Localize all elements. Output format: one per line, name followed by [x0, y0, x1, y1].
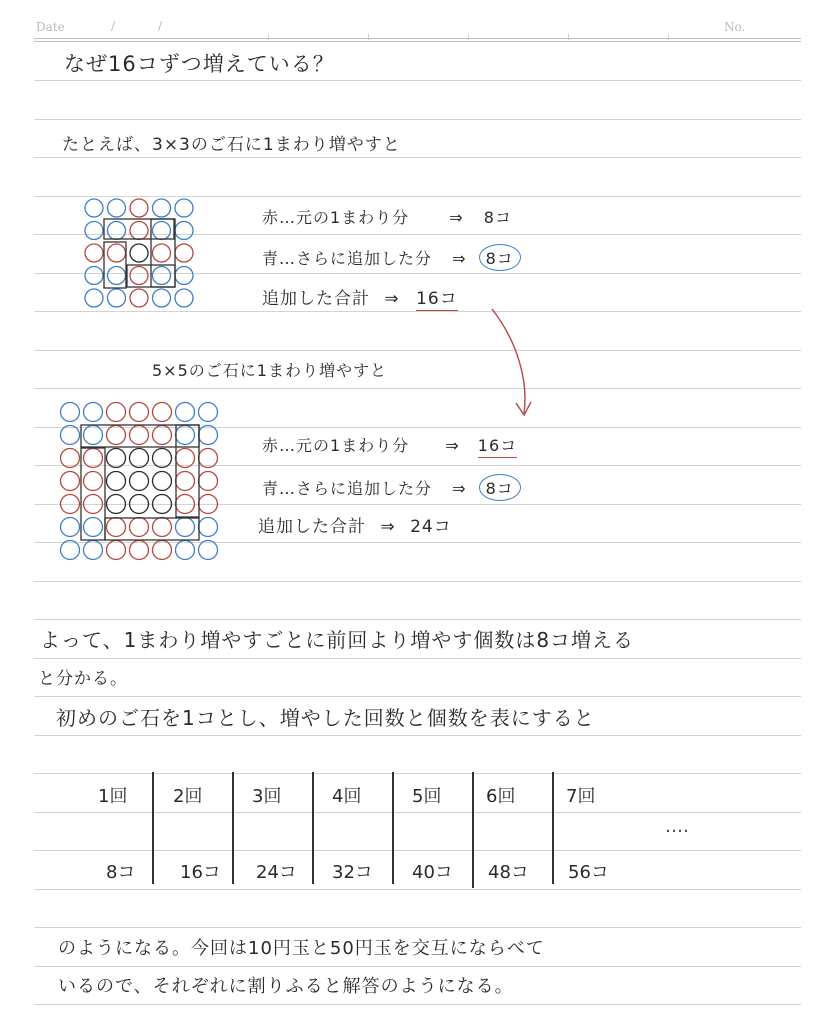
table-value-cell: 8コ	[106, 862, 136, 883]
ruled-line	[34, 850, 801, 851]
ruled-line	[34, 889, 801, 890]
ruled-line	[34, 696, 801, 697]
black-stone	[153, 472, 172, 491]
red-count-value: 8コ	[483, 208, 512, 227]
date-label: Date	[36, 20, 65, 34]
blue-count-value: 8コ	[479, 474, 521, 501]
blue-stone	[153, 199, 171, 217]
table-value-cell: 32コ	[332, 862, 373, 883]
blue-stone	[175, 267, 193, 285]
red-stone	[85, 244, 103, 262]
total-count-line	[262, 284, 458, 311]
grouping-box	[151, 219, 175, 287]
table-divider	[472, 772, 474, 888]
closing-line-2: いるので、それぞれに割りふると解答のようになる。	[58, 976, 514, 997]
black-stone	[130, 495, 149, 514]
blue-stone	[84, 426, 103, 445]
arrow: ⇒	[452, 249, 467, 268]
red-stone	[61, 449, 80, 468]
blue-stone	[153, 267, 171, 285]
red-stone	[107, 426, 126, 445]
blue-stone	[175, 222, 193, 240]
blue-stone	[108, 267, 126, 285]
date-slash: /	[111, 19, 116, 33]
ruled-line	[34, 80, 801, 81]
intro-5x5-text: 5×5のご石に1まわり増やすと	[152, 361, 387, 380]
table-header-cell: 4回	[332, 786, 362, 807]
ruled-line	[34, 157, 801, 158]
table-divider	[152, 772, 154, 884]
conclusion-line-2: と分かる。	[38, 669, 128, 689]
red-stone	[176, 449, 195, 468]
header-tick	[568, 34, 569, 40]
table-divider	[392, 772, 394, 884]
ruled-line	[34, 581, 801, 582]
red-stone	[153, 403, 172, 422]
page-title: なぜ16コずつ増えている？	[64, 52, 335, 76]
header-tick	[668, 34, 669, 40]
red-stone	[176, 472, 195, 491]
red-stone	[84, 495, 103, 514]
black-stone	[107, 495, 126, 514]
blue-stone	[61, 426, 80, 445]
ruled-line	[34, 388, 801, 389]
arrow: ⇒	[384, 289, 400, 309]
blue-stone	[176, 403, 195, 422]
black-stone	[153, 449, 172, 468]
table-value-cell: 16コ	[180, 862, 221, 883]
red-stone	[175, 244, 193, 262]
conclusion-line-3: 初めのご石を1コとし、増やした回数と個数を表にすると	[56, 706, 595, 730]
stone-diagram-5x5	[60, 402, 222, 560]
red-stone	[153, 244, 171, 262]
intro-text: たとえば、3×3のご石に1まわり増やすと	[62, 135, 401, 155]
red-stone	[84, 449, 103, 468]
total-count-label: 追加した合計	[258, 517, 366, 537]
table-header-cell: 1回	[98, 786, 128, 807]
table-header-cell: 2回	[173, 786, 203, 807]
closing-line-1: のようになる。今回は10円玉と50円玉を交互にならべて	[58, 938, 545, 959]
red-stone	[176, 495, 195, 514]
red-stone	[199, 472, 218, 491]
red-stone	[130, 267, 148, 285]
black-stone	[107, 449, 126, 468]
red-stone	[61, 495, 80, 514]
red-stone	[130, 426, 149, 445]
header-tick	[368, 34, 369, 40]
red-stone	[107, 403, 126, 422]
header-line	[34, 41, 801, 42]
black-stone	[130, 244, 148, 262]
red-stone	[130, 222, 148, 240]
ruled-line	[34, 350, 801, 351]
blue-stone	[108, 222, 126, 240]
blue-stone	[108, 199, 126, 217]
blue-stone	[199, 403, 218, 422]
red-stone	[199, 495, 218, 514]
red-stone	[153, 541, 172, 560]
ruled-line	[34, 966, 801, 967]
red-stone	[130, 289, 148, 307]
table-divider	[232, 772, 234, 884]
table-value-cell: 24コ	[256, 862, 297, 883]
red-count-line	[262, 433, 517, 458]
blue-stone	[85, 199, 103, 217]
header-tick	[268, 34, 269, 40]
blue-stone	[85, 267, 103, 285]
table-header-cell: 7回	[566, 786, 596, 807]
red-count-value: 16コ	[478, 433, 517, 458]
table-value-cell: 40コ	[412, 862, 453, 883]
table-value-cell: 56コ	[568, 862, 609, 883]
blue-stone	[199, 518, 218, 537]
black-stone	[130, 449, 149, 468]
red-count-label: 赤…元の1まわり分	[262, 436, 410, 455]
red-stone	[61, 472, 80, 491]
total-count-line	[258, 512, 452, 537]
stone-diagram-3x3	[84, 198, 204, 310]
header-line	[34, 38, 801, 39]
blue-count-label: 青…さらに追加した分	[262, 249, 433, 268]
ruled-line	[34, 735, 801, 736]
arrow: ⇒	[380, 517, 396, 537]
red-stone	[107, 518, 126, 537]
black-stone	[153, 495, 172, 514]
blue-stone	[84, 403, 103, 422]
red-stone	[153, 426, 172, 445]
blue-stone	[175, 199, 193, 217]
red-count-label: 赤…元の1まわり分	[262, 208, 410, 227]
table-header-cell: 5回	[412, 786, 442, 807]
blue-stone	[61, 541, 80, 560]
red-stone	[130, 541, 149, 560]
blue-stone	[175, 289, 193, 307]
table-header-cell: 6回	[486, 786, 516, 807]
red-stone	[130, 403, 149, 422]
grouping-box	[176, 425, 199, 517]
ruled-line	[34, 196, 801, 197]
blue-stone	[61, 518, 80, 537]
page-number-label: No.	[724, 20, 746, 34]
arrow: ⇒	[445, 436, 460, 455]
red-stone	[153, 518, 172, 537]
total-count-label: 追加した合計	[262, 289, 370, 309]
blue-stone	[85, 222, 103, 240]
table-header-cell: 3回	[252, 786, 282, 807]
blue-count-value: 8コ	[479, 244, 521, 271]
blue-count-line	[262, 244, 521, 271]
conclusion-line-1: よって、1まわり増やすごとに前回より増やす個数は8コ増える	[40, 628, 635, 652]
arrow: ⇒	[452, 479, 467, 498]
arrow: ⇒	[449, 208, 464, 227]
total-count-value: 16コ	[416, 284, 458, 311]
red-stone	[130, 518, 149, 537]
ruled-line	[34, 658, 801, 659]
ruled-line	[34, 311, 801, 312]
blue-stone	[84, 541, 103, 560]
blue-stone	[176, 426, 195, 445]
red-stone	[84, 472, 103, 491]
red-count-line	[262, 205, 512, 228]
blue-stone	[108, 289, 126, 307]
black-stone	[107, 472, 126, 491]
blue-stone	[153, 222, 171, 240]
red-stone	[107, 541, 126, 560]
total-count-value: 24コ	[410, 517, 452, 537]
blue-stone	[153, 289, 171, 307]
ruled-line	[34, 619, 801, 620]
ruled-line	[34, 812, 801, 813]
table-divider	[552, 772, 554, 884]
black-stone	[130, 472, 149, 491]
red-stone	[199, 449, 218, 468]
table-value-cell: 48コ	[488, 862, 529, 883]
header-tick	[468, 34, 469, 40]
blue-stone	[176, 518, 195, 537]
blue-stone	[199, 426, 218, 445]
blue-count-line	[262, 474, 521, 501]
blue-stone	[84, 518, 103, 537]
ruled-line	[34, 773, 801, 774]
table-divider	[312, 772, 314, 884]
blue-stone	[85, 289, 103, 307]
blue-stone	[199, 541, 218, 560]
ruled-line	[34, 927, 801, 928]
ruled-line	[34, 119, 801, 120]
ruled-line	[34, 1004, 801, 1005]
red-arrow	[480, 305, 540, 425]
red-stone	[108, 244, 126, 262]
blue-stone	[61, 403, 80, 422]
table-ellipsis: ‥‥	[665, 816, 690, 837]
blue-count-label: 青…さらに追加した分	[262, 479, 433, 498]
blue-stone	[176, 541, 195, 560]
date-slash: /	[158, 19, 163, 33]
red-stone	[130, 199, 148, 217]
